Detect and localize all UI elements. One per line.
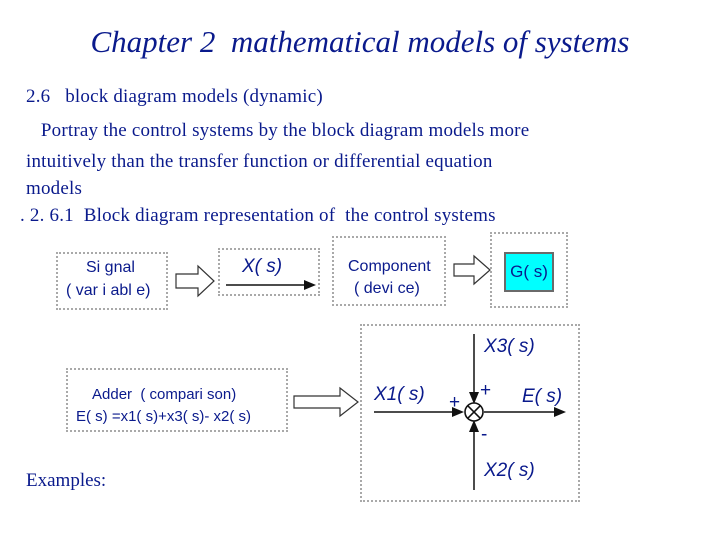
e-label: E( s): [522, 386, 563, 407]
signal-sublabel: ( var i abl e): [66, 282, 151, 299]
x2-label: X2( s): [484, 460, 535, 481]
signal-label: Si gnal: [86, 259, 135, 276]
intro-text-line-1: Portray the control systems by the block diagram models more: [26, 120, 530, 141]
hollow-arrow-1: [176, 266, 214, 296]
plus-sign-top: +: [480, 380, 492, 401]
transfer-function-block: G( s): [504, 252, 554, 292]
adder-title: Adder ( compari son): [92, 386, 237, 403]
intro-text-line-2: intuitively than the transfer function or differential equation: [26, 151, 493, 172]
component-label: Component: [348, 258, 431, 275]
x3-label: X3( s): [484, 336, 535, 357]
plus-sign-left: +: [449, 392, 461, 413]
component-sublabel: ( devi ce): [354, 280, 420, 297]
intro-text-line-3: models: [26, 178, 83, 199]
examples-label: Examples:: [26, 470, 107, 491]
hollow-arrow-2: [454, 256, 490, 284]
adder-equation: E( s) =x1( s)+x3( s)- x2( s): [76, 408, 252, 425]
section-heading: 2.6 block diagram models (dynamic): [26, 86, 323, 107]
page-title: Chapter 2 mathematical models of systems: [90, 24, 630, 59]
x1-label: X1( s): [374, 384, 425, 405]
hollow-arrow-3: [294, 388, 358, 416]
signal-symbol: X( s): [242, 256, 283, 277]
minus-sign-bottom: -: [481, 424, 488, 445]
subsection-heading: . 2. 6.1 Block diagram representation of the control systems: [20, 205, 496, 226]
e-arrowhead: [554, 407, 566, 417]
